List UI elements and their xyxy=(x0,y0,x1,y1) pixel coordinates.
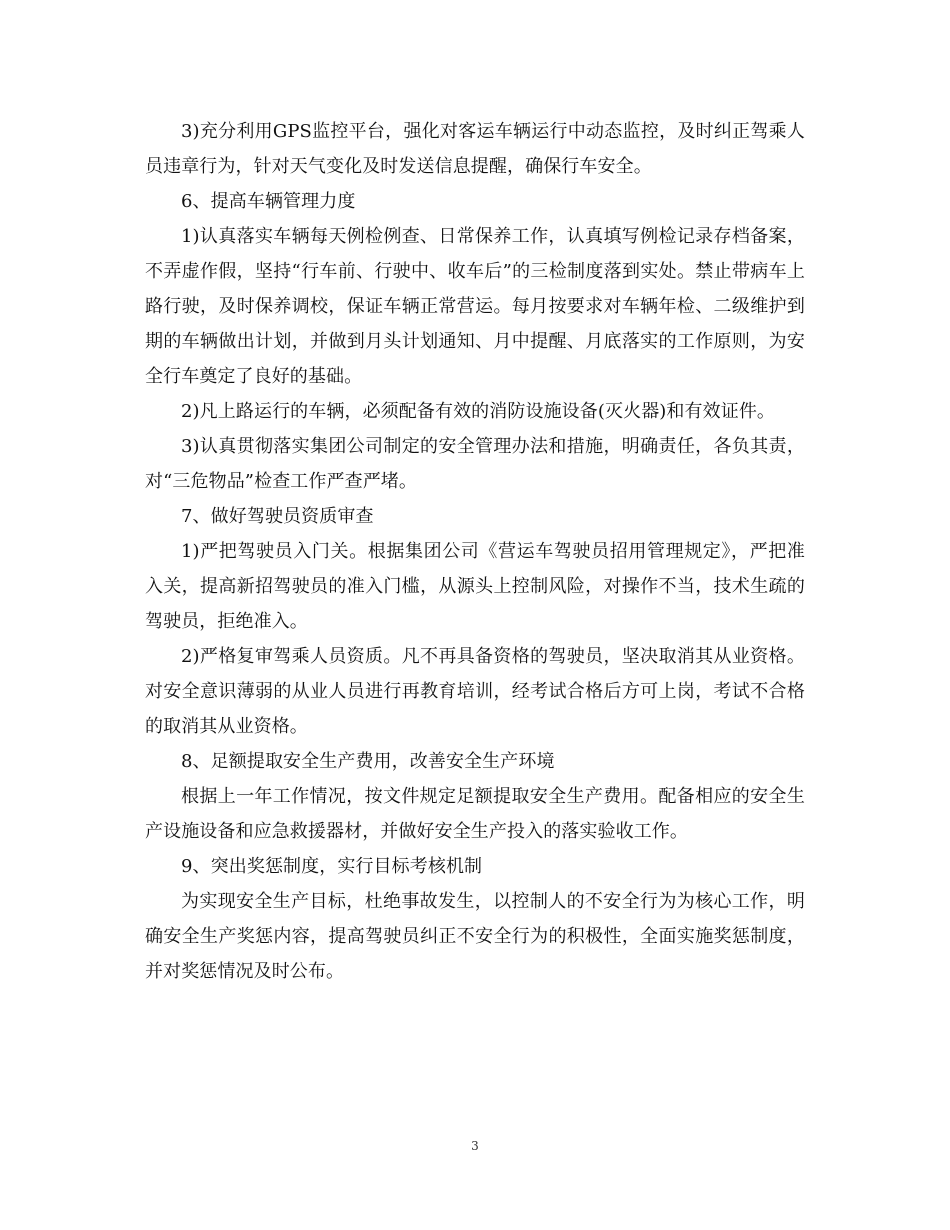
paragraph-daily-inspection: 1)认真落实车辆每天例检例查、日常保养工作，认真填写例检记录存档备案，不弄虚作假，坚持“行车前、行驶中、收车后”的三检制度落到实处。禁止带病车上路行驶，及时保养调校，保证车辆正常营运。每月按要求对车辆年检、二级维护到期的车辆做出计划，并做到月头计划通知、月中提醒、月底落实的工作原则，为安全行车奠定了良好的基础。 xyxy=(145,226,805,387)
document-body xyxy=(145,114,805,989)
section-heading-rewards-penalties: 9、突出奖惩制度，实行目标考核机制 xyxy=(181,856,483,877)
paragraph-fire-equipment: 2)凡上路运行的车辆，必须配备有效的消防设施设备(灭火器)和有效证件。 xyxy=(181,401,776,422)
page-number: 3 xyxy=(471,1139,479,1153)
paragraph-driver-review: 2)严格复审驾乘人员资质。凡不再具备资格的驾驶员，坚决取消其从业资格。对安全意识薄弱的从业人员进行再教育培训，经考试合格后方可上岗，考试不合格的取消其从业资格。 xyxy=(145,646,805,737)
paragraph-driver-entry: 1)严把驾驶员入门关。根据集团公司《营运车驾驶员招用管理规定》，严把准入关，提高新招驾驶员的准入门槛，从源头上控制风险，对操作不当，技术生疏的驾驶员，拒绝准入。 xyxy=(145,541,805,632)
paragraph-safety-funding: 根据上一年工作情况，按文件规定足额提取安全生产费用。配备相应的安全生产设施设备和应急救援器材，并做好安全生产投入的落实验收工作。 xyxy=(145,786,805,842)
section-heading-vehicle-management: 6、提高车辆管理力度 xyxy=(181,191,356,212)
paragraph-rewards-penalties: 为实现安全生产目标，杜绝事故发生，以控制人的不安全行为为核心工作，明确安全生产奖惩内容，提高驾驶员纠正不安全行为的积极性，全面实施奖惩制度，并对奖惩情况及时公布。 xyxy=(145,891,805,982)
section-heading-safety-funding: 8、足额提取安全生产费用，改善安全生产环境 xyxy=(181,751,555,772)
paragraph-gps-monitoring: 3)充分利用GPS监控平台，强化对客运车辆运行中动态监控，及时纠正驾乘人员违章行为，针对天气变化及时发送信息提醒，确保行车安全。 xyxy=(145,121,805,177)
paragraph-safety-measures: 3)认真贯彻落实集团公司制定的安全管理办法和措施，明确责任，各负其责，对“三危物品”检查工作严查严堵。 xyxy=(145,436,805,492)
section-heading-driver-qualification: 7、做好驾驶员资质审查 xyxy=(181,506,374,527)
